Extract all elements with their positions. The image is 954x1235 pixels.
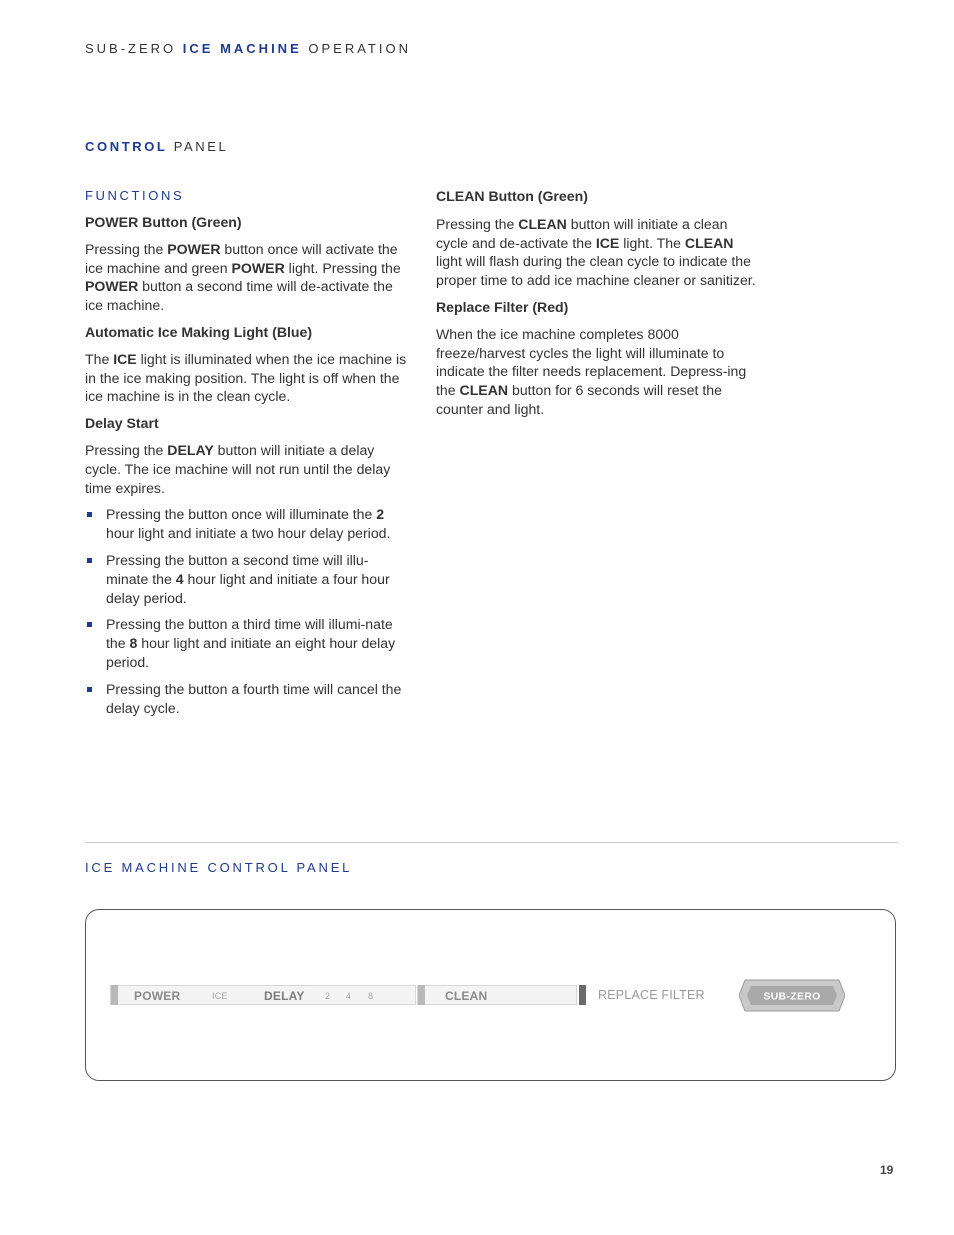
panel-delay-label: DELAY	[264, 989, 305, 1003]
bullet-square-icon	[87, 687, 92, 692]
running-head-topic: ICE MACHINE	[182, 41, 302, 56]
list-item: Pressing the button a fourth time will cancel the delay cycle.	[85, 680, 407, 718]
section-title-rest: PANEL	[173, 139, 229, 154]
clean-paragraph: Pressing the CLEAN button will initiate a clean cycle and de-activate the ICE light. The CLEAN light will flash during the clean cycle to indicate the proper time to add ice machine cleaner or sanitizer.	[436, 215, 756, 289]
ice-heading: Automatic Ice Making Light (Blue)	[85, 323, 313, 340]
right-column	[436, 187, 761, 427]
panel-8-hour-label: 8	[368, 991, 374, 1001]
filter-heading: Replace Filter (Red)	[436, 298, 569, 315]
delay-paragraph: Pressing the DELAY button will initiate a delay cycle. The ice machine will not run until the delay time expires.	[85, 441, 391, 496]
delay-bullet-list	[85, 505, 407, 717]
divider	[85, 842, 898, 843]
logo-text: SUB-ZERO	[763, 990, 821, 1003]
power-button-bar	[111, 985, 118, 1005]
panel-replace-filter-label: REPLACE FILTER	[598, 988, 705, 1002]
running-head-section: OPERATION	[308, 41, 411, 56]
panel-power-label: POWER	[134, 989, 181, 1003]
functions-eyebrow: FUNCTIONS	[85, 188, 185, 203]
running-head	[85, 41, 411, 56]
replace-filter-indicator	[579, 985, 586, 1005]
power-heading: POWER Button (Green)	[85, 214, 242, 230]
panel-ice-label: ICE	[212, 991, 228, 1001]
running-head-brand: SUB-ZERO	[85, 41, 177, 56]
section-title	[85, 139, 228, 154]
ice-paragraph: The ICE light is illuminated when the ice machine is in the ice making position. The light is off when the ice machine is in the clean cycle.	[85, 350, 407, 405]
list-item: Pressing the button a second time will illu-minate the 4 hour light and initiate a four hour delay period.	[85, 551, 407, 607]
panel-2-hour-label: 2	[325, 991, 331, 1001]
section-title-bold: CONTROL	[85, 139, 168, 154]
bullet-square-icon	[87, 558, 92, 563]
power-paragraph: Pressing the POWER button once will activate the ice machine and green POWER light. Pressing the POWER button a second time will de-activate the ice machine.	[85, 240, 401, 314]
figure-caption: ICE MACHINE CONTROL PANEL	[85, 860, 353, 875]
clean-button-bar	[418, 985, 425, 1005]
bullet-square-icon	[87, 512, 92, 517]
panel-4-hour-label: 4	[346, 991, 352, 1001]
bullet-square-icon	[87, 622, 92, 627]
clean-heading: CLEAN Button (Green)	[436, 188, 588, 204]
delay-heading: Delay Start	[85, 415, 159, 432]
sub-zero-logo	[739, 978, 845, 1013]
filter-paragraph: When the ice machine completes 8000 freeze/harvest cycles the light will illuminate to indicate the filter needs replacement. Depress-ing the CLEAN button for 6 seconds will reset the counter and light.	[436, 325, 747, 417]
list-item: Pressing the button a third time will illumi-nate the 8 hour light and initiate an eight hour delay period.	[85, 615, 407, 671]
list-item: Pressing the button once will illuminate the 2 hour light and initiate a two hour delay period.	[85, 505, 407, 543]
panel-strip-clean	[417, 985, 577, 1005]
page-number: 19	[880, 1163, 894, 1177]
left-column	[85, 187, 407, 725]
panel-clean-label: CLEAN	[445, 989, 488, 1003]
